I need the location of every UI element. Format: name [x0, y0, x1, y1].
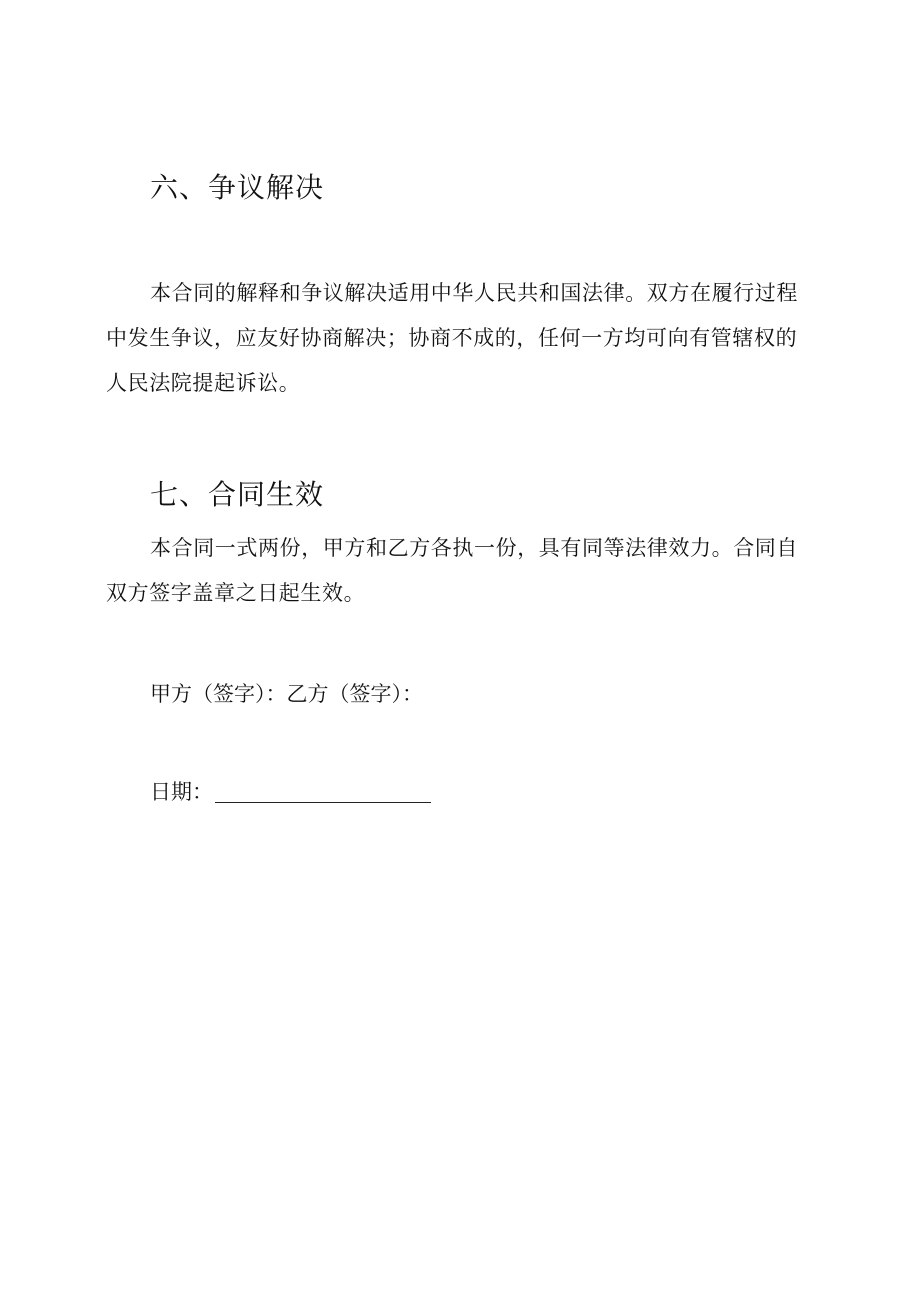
section-body-dispute-resolution: 本合同的解释和争议解决适用中华人民共和国法律。双方在履行过程中发生争议，应友好协商解决；协商不成的，任何一方均可向有管辖权的人民法院提起诉讼。: [106, 281, 798, 395]
date-row: [150, 776, 431, 806]
date-label: 日期：: [150, 780, 213, 804]
section-heading-contract-effect: 七、合同生效: [150, 478, 325, 511]
section-body-contract-effect: 本合同一式两份，甲方和乙方各执一份，具有同等法律效力。合同自双方签字盖章之日起生效。: [106, 536, 798, 605]
signature-line: 甲方（签字）：乙方（签字）：: [150, 682, 423, 706]
date-blank-line: [215, 780, 431, 803]
section-heading-dispute-resolution: 六、争议解决: [150, 171, 325, 204]
